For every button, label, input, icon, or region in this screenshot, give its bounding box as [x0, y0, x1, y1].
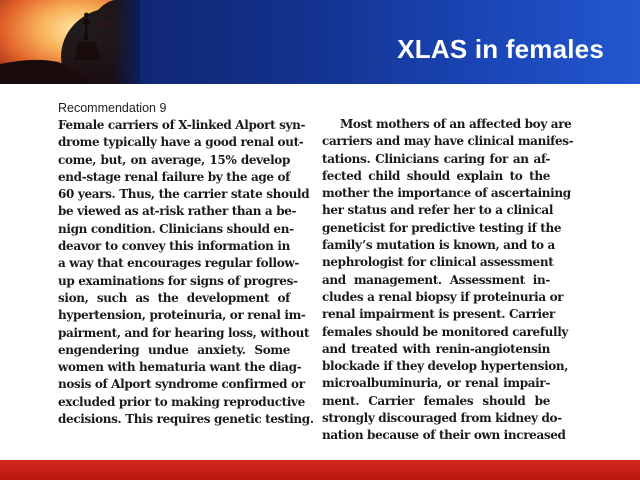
- text-line: blockade if they develop hypertension,: [322, 359, 569, 374]
- text-line: pairment, and for hearing loss, without: [58, 325, 310, 340]
- text-line: Most mothers of an affected boy are: [340, 117, 572, 131]
- text-line: hypertension, proteinuria, or renal im-: [58, 308, 306, 323]
- text-line: excluded prior to making reproductive: [58, 394, 305, 409]
- text-line: fected child should explain to the: [322, 168, 550, 183]
- left-text-column: [58, 100, 314, 428]
- right-text-column: [322, 116, 574, 445]
- slide-body: [0, 84, 640, 460]
- text-line: mother the importance of ascertaining: [322, 186, 571, 201]
- text-line: cludes a renal biopsy if proteinuria or: [322, 289, 564, 304]
- text-line: nephrologist for clinical assessment: [322, 255, 554, 270]
- text-line: come, but, on average, 15% develop: [58, 152, 290, 167]
- text-line: microalbuminuria, or renal impair-: [322, 376, 550, 391]
- text-line: nation because of their own increased: [322, 428, 566, 443]
- text-line: renal impairment is present. Carrier: [322, 307, 556, 322]
- text-line: drome typically have a good renal out-: [58, 135, 304, 150]
- text-line: females should be monitored carefully: [322, 324, 569, 339]
- text-line: tations. Clinicians caring for an af-: [322, 151, 550, 166]
- text-line: nign condition. Clinicians should en-: [58, 221, 294, 236]
- header-banner: [0, 0, 640, 84]
- text-line: engendering undue anxiety. Some: [58, 342, 290, 357]
- text-line: carriers and may have clinical manifes-: [322, 134, 574, 149]
- text-line: decisions. This requires genetic testing.: [58, 412, 314, 427]
- text-line: geneticist for predictive testing if the: [322, 220, 562, 235]
- text-line: her status and refer her to a clinical: [322, 203, 554, 218]
- text-line: deavor to convey this information in: [58, 239, 290, 254]
- text-line: 60 years. Thus, the carrier state should: [58, 187, 310, 202]
- text-line: strongly discouraged from kidney do-: [322, 411, 562, 426]
- text-line: and treated with renin-angiotensin: [322, 341, 550, 356]
- text-line: Female carriers of X-linked Alport syn-: [58, 118, 306, 132]
- text-line: family’s mutation is known, and to a: [322, 238, 555, 253]
- text-line: be viewed as at-risk rather than a be-: [58, 204, 297, 219]
- text-line: and management. Assessment in-: [322, 272, 550, 287]
- text-line: a way that encourages regular follow-: [58, 256, 299, 271]
- text-line: sion, such as the development of: [58, 290, 290, 305]
- recommendation-heading: Recommendation 9: [58, 101, 167, 115]
- slide-title: XLAS in females: [397, 34, 604, 64]
- footer-red-bar: [0, 460, 640, 480]
- text-line: nosis of Alport syndrome confirmed or: [58, 377, 305, 392]
- text-line: end-stage renal failure by the age of: [58, 169, 290, 184]
- text-line: up examinations for signs of progres-: [58, 273, 298, 288]
- text-line: women with hematuria want the diag-: [58, 360, 302, 375]
- sunset-horse-rider-logo: [0, 0, 140, 84]
- text-line: ment. Carrier females should be: [322, 393, 550, 408]
